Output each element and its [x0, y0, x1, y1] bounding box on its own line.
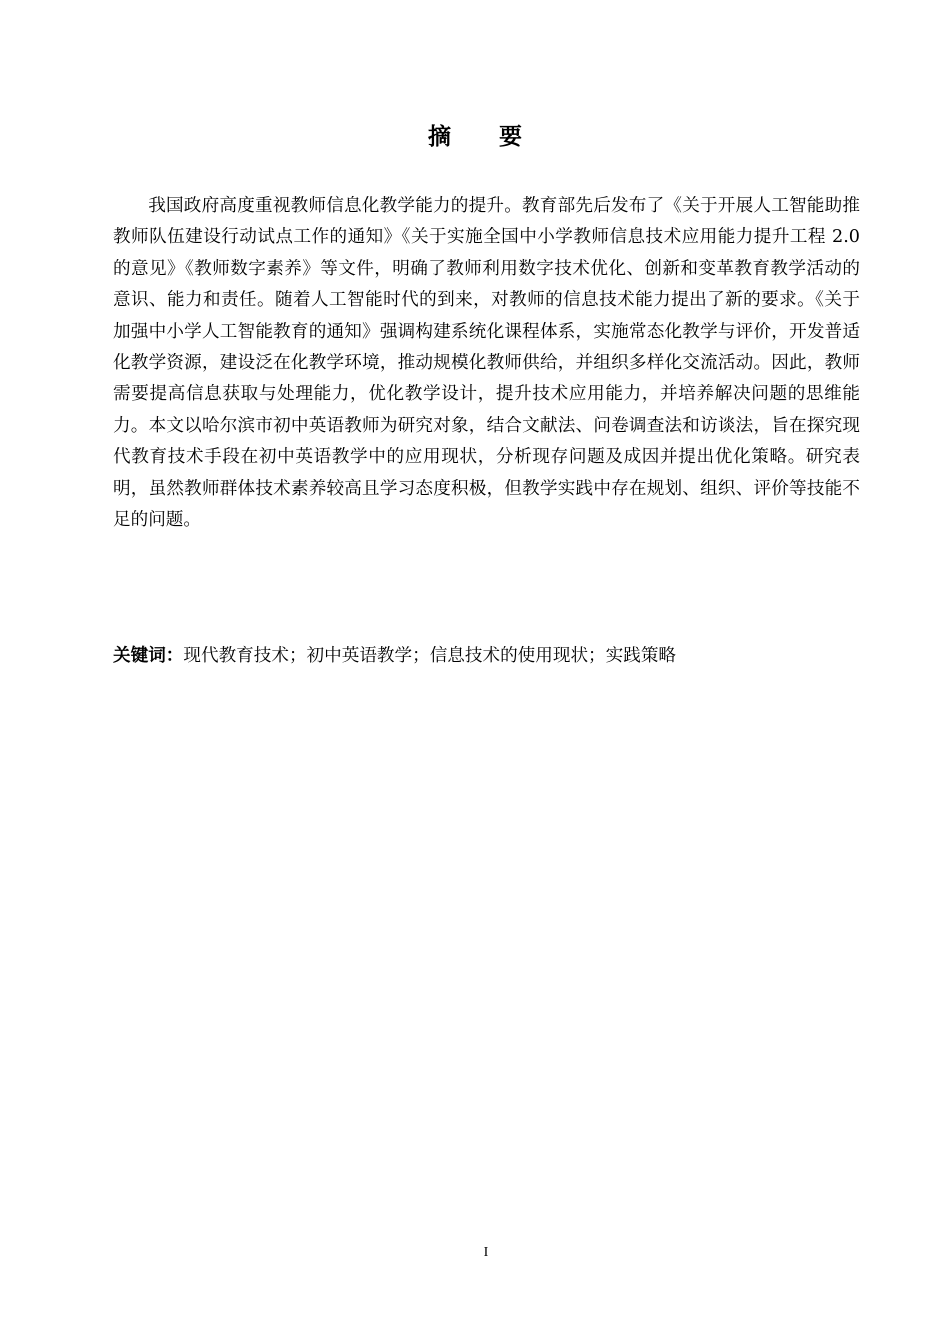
- abstract-title: 摘 要: [427, 124, 542, 150]
- keywords-text: 现代教育技术；初中英语教学；信息技术的使用现状；实践策略: [183, 646, 677, 666]
- keywords-label: 关键词：: [113, 646, 184, 666]
- abstract-paragraph: 我国政府高度重视教师信息化教学能力的提升。教育部先后发布了《关于开展人工智能助推教师队伍建设行动试点工作的通知》《关于实施全国中小学教师信息技术应用能力提升工程 2.0 的意见》《教师数字素养》等文件，明确了教师利用数字技术优化、创新和变革教育教学活动的意识、能力和责任。随着人工智能时代的到来，对教师的信息技术能力提出了新的要求。《关于加强中小学人工智能教育的通知》强调构建系统化课程体系，实施常态化教学与评价，开发普适化教学资源，建设泛在化教学环境，推动规模化教师供给，并组织多样化交流活动。因此，教师需要提高信息获取与处理能力，优化教学设计，提升技术应用能力，并培养解决问题的思维能力。本文以哈尔滨市初中英语教师为研究对象，结合文献法、问卷调查法和访谈法，旨在探究现代教育技术手段在初中英语教学中的应用现状，分析现存问题及成因并提出优化策略。研究表明，虽然教师群体技术素养较高且学习态度积极，但教学实践中存在规划、组织、评价等技能不足的问题。: [113, 196, 860, 531]
- keywords-line: [113, 641, 860, 671]
- page-number: I: [483, 1245, 489, 1260]
